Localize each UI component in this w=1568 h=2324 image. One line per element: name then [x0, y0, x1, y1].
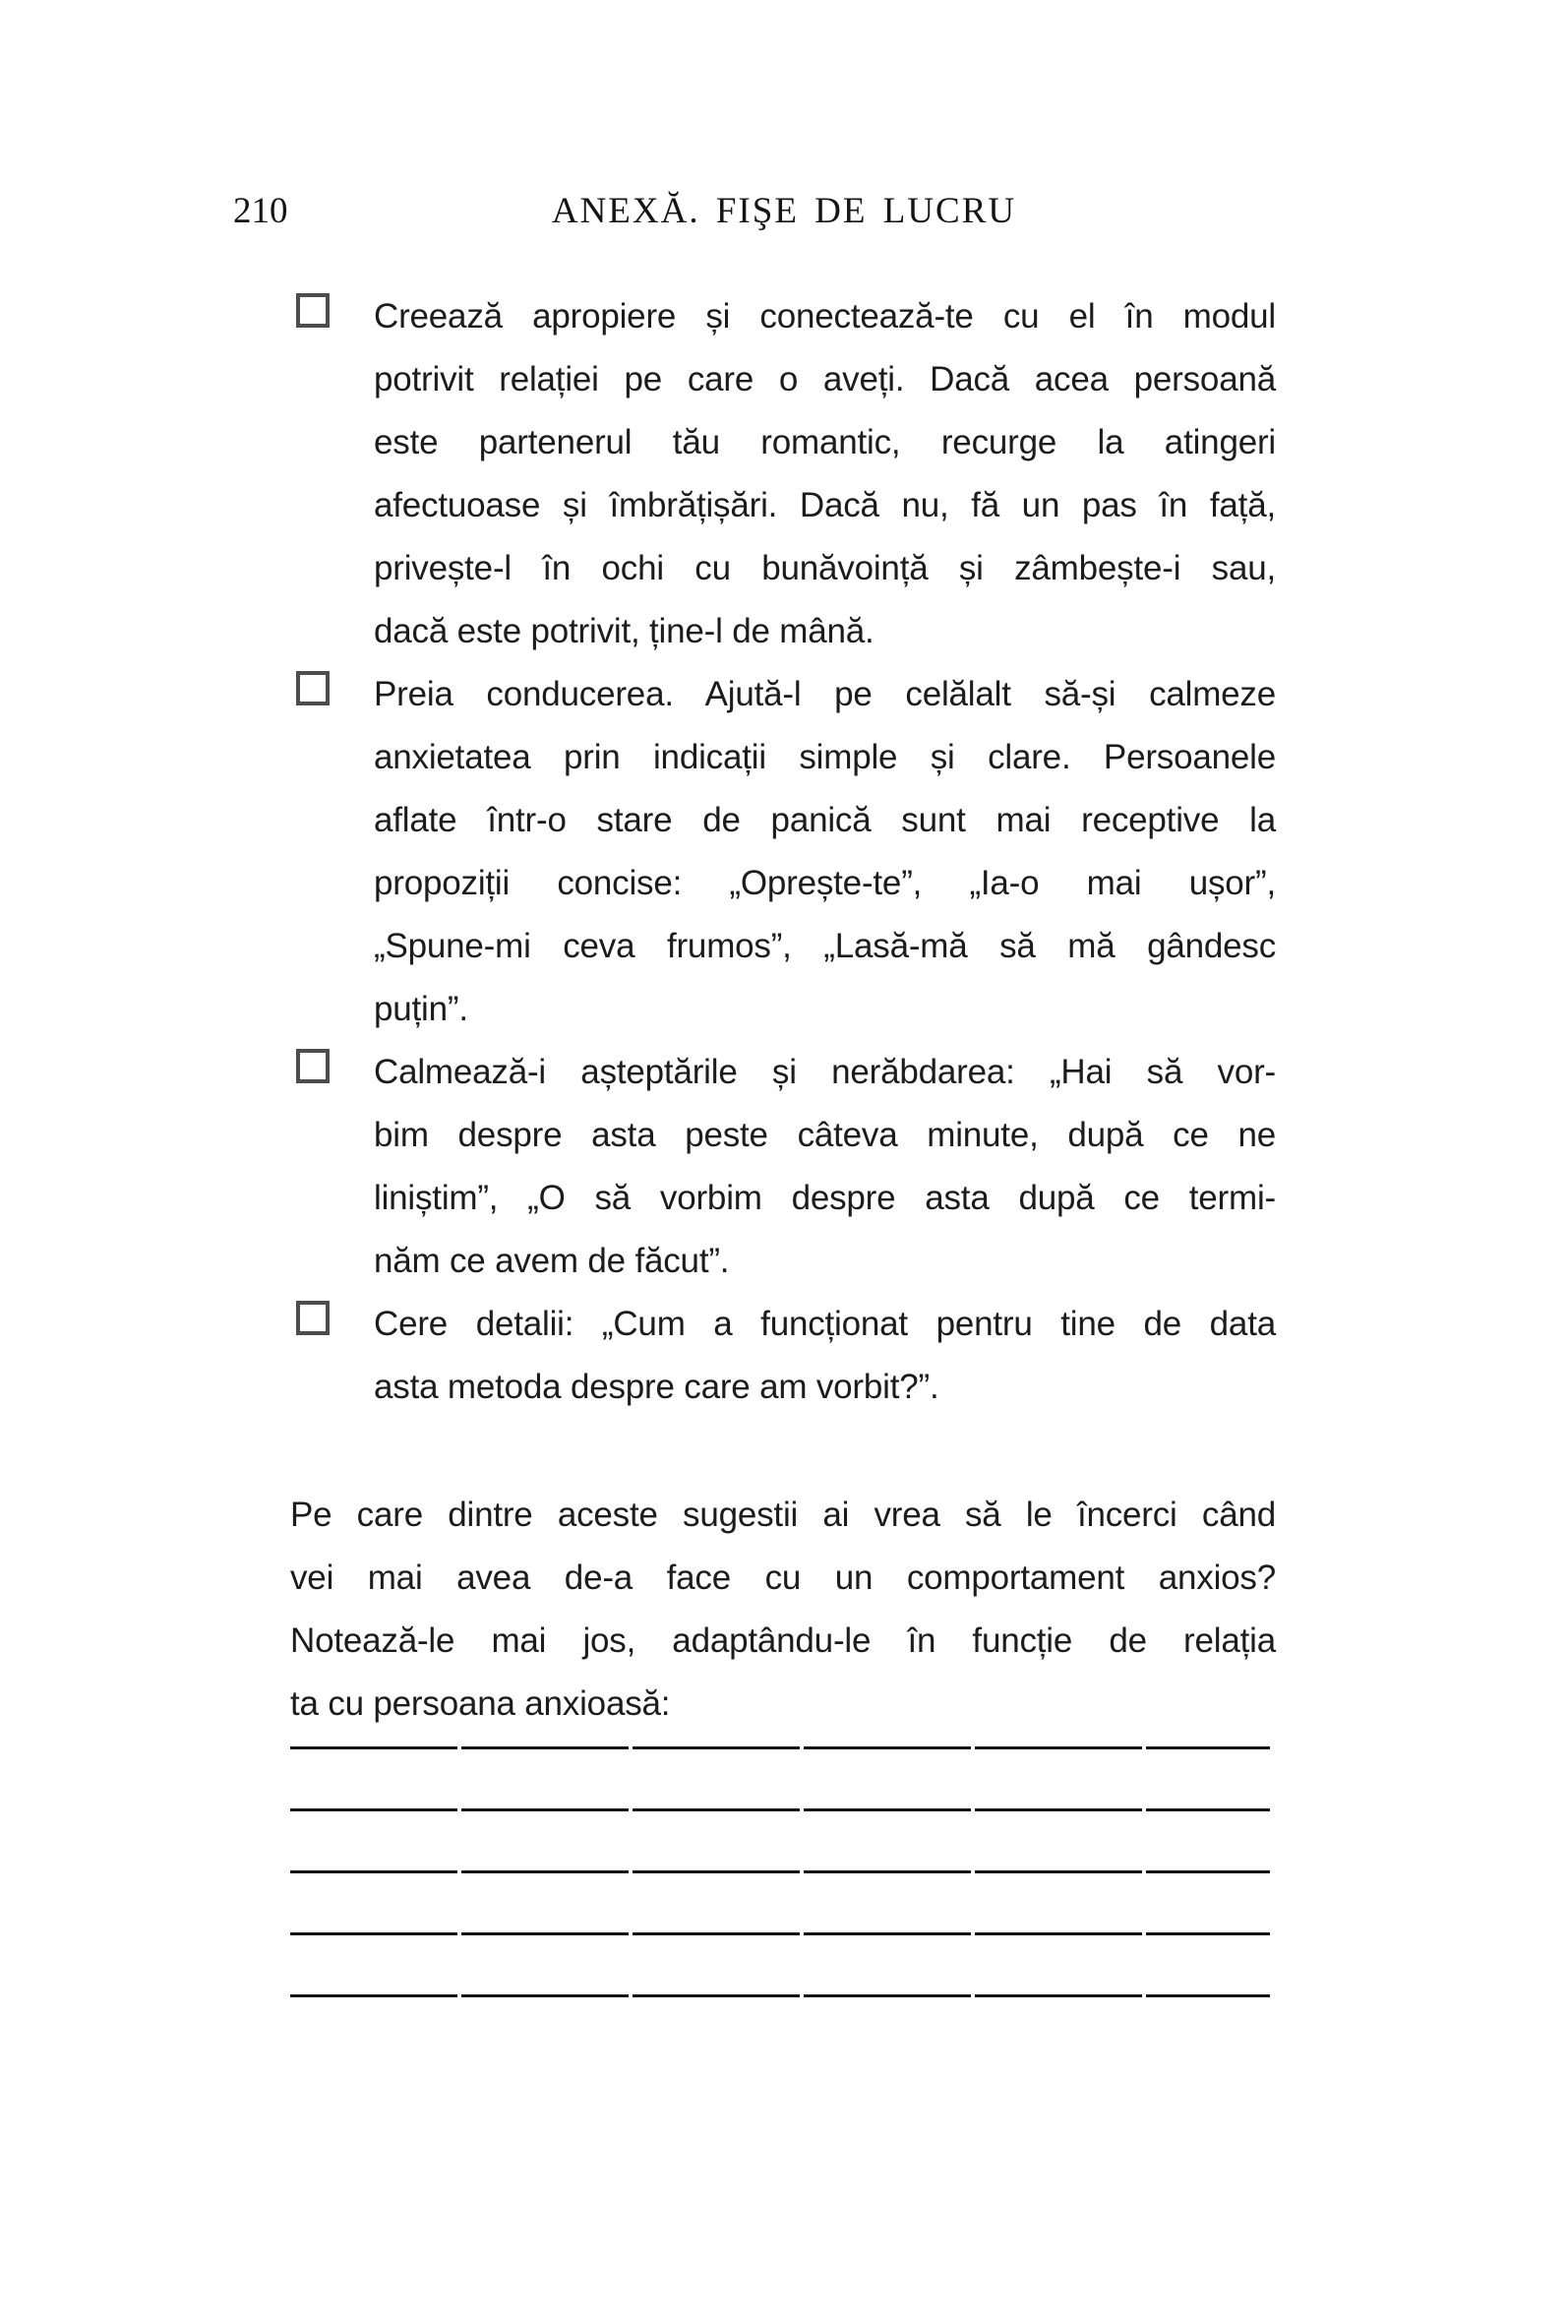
checkbox-icon[interactable]: [296, 1049, 330, 1083]
text-line: liniștim”, „O să vorbim despre asta după ce termi-: [374, 1179, 1276, 1217]
checklist-item: [290, 1041, 1276, 1293]
text-line: Creează apropiere și conectează-te cu el în modul: [374, 297, 1276, 336]
checklist-item-text: [374, 663, 1276, 1041]
text-line: „Spune-mi ceva frumos”, „Lasă-mă să mă gândesc: [374, 927, 1276, 965]
writing-lines-area: [290, 1712, 1270, 1997]
page-number: 210: [233, 191, 288, 231]
checklist-item: [290, 285, 1276, 663]
checklist: [290, 285, 1276, 1419]
page-header: [0, 190, 1568, 233]
page-header-title: ANEXĂ. FIŞE DE LUCRU: [551, 191, 1017, 231]
checklist-item: [290, 663, 1276, 1041]
checklist-item-text: [374, 1041, 1276, 1293]
writing-line[interactable]: [290, 1811, 1270, 1873]
checklist-item: [290, 1293, 1276, 1419]
text-line: năm ce avem de făcut”.: [374, 1242, 730, 1280]
writing-line[interactable]: [290, 1935, 1270, 1997]
text-line: aflate într-o stare de panică sunt mai receptive la: [374, 801, 1276, 839]
text-line: Cere detalii: „Cum a funcționat pentru tine de data: [374, 1305, 1276, 1343]
text-line: bim despre asta peste câteva minute, după ce ne: [374, 1116, 1276, 1154]
paragraph-line: ta cu persoana anxioasă:: [290, 1684, 671, 1723]
text-line: potrivit relației pe care o aveți. Dacă acea persoană: [374, 360, 1276, 398]
paragraph-line: Notează-le mai jos, adaptându-le în funcție de relația: [290, 1621, 1276, 1660]
text-line: puțin”.: [374, 990, 468, 1028]
paragraph-line: Pe care dintre aceste sugestii ai vrea să le încerci când: [290, 1496, 1276, 1534]
writing-line[interactable]: [290, 1749, 1270, 1811]
checklist-item-text: [374, 285, 1276, 663]
checkbox-icon[interactable]: [296, 293, 330, 328]
closing-paragraph: [290, 1484, 1276, 1736]
text-line: propoziții concise: „Oprește-te”, „Ia-o mai ușor”,: [374, 864, 1276, 902]
text-line: afectuoase și îmbrățișări. Dacă nu, fă un pas în față,: [374, 486, 1276, 524]
text-line: Calmează-i așteptările și nerăbdarea: „Hai să vor-: [374, 1053, 1276, 1091]
paragraph-line: vei mai avea de-a face cu un comportament anxios?: [290, 1559, 1276, 1597]
text-line: anxietatea prin indicații simple și clare. Persoanele: [374, 738, 1276, 776]
text-line: asta metoda despre care am vorbit?”.: [374, 1368, 939, 1406]
checklist-item-text: [374, 1293, 1276, 1419]
text-line: este partenerul tău romantic, recurge la atingeri: [374, 423, 1276, 461]
text-line: Preia conducerea. Ajută-l pe celălalt să-și calmeze: [374, 675, 1276, 713]
page-content: [290, 285, 1276, 1736]
text-line: dacă este potrivit, ține-l de mână.: [374, 612, 874, 650]
writing-line[interactable]: [290, 1712, 1270, 1749]
writing-line[interactable]: [290, 1873, 1270, 1935]
text-line: privește-l în ochi cu bunăvoință și zâmbește-i sau,: [374, 549, 1276, 587]
checkbox-icon[interactable]: [296, 1301, 330, 1335]
checkbox-icon[interactable]: [296, 671, 330, 705]
